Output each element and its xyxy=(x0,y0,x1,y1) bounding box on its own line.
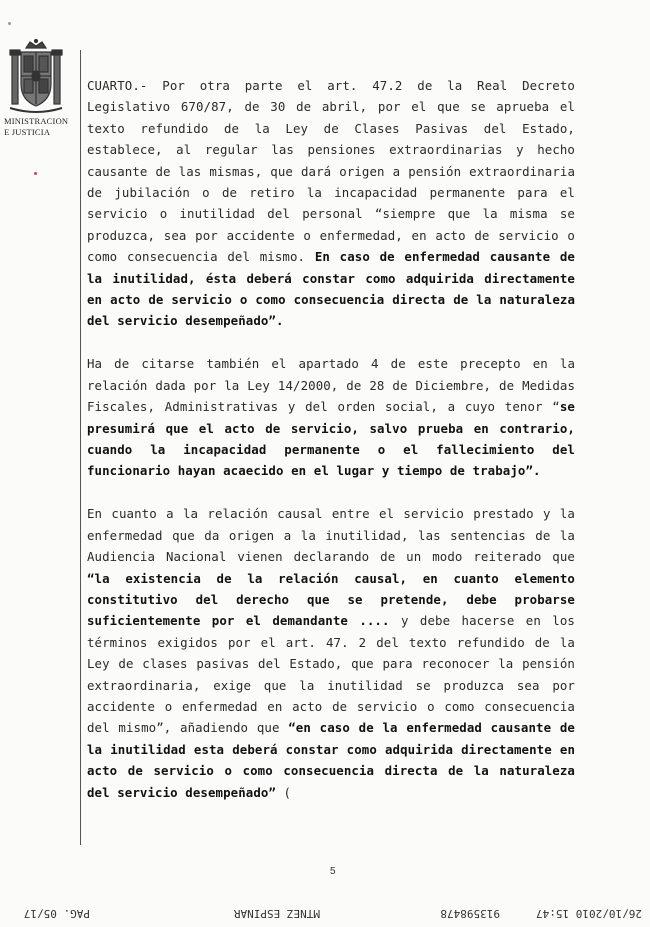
fax-sender: MTNEZ ESPINAR xyxy=(233,907,320,920)
fax-date: 26/10/2010 15:47 xyxy=(536,907,642,920)
margin-speck xyxy=(8,22,11,25)
paragraph-text: En cuanto a la relación causal entre el servicio prestado y la enfermedad que da origen a la inutilidad, las sentencias de la Audiencia Nacional vienen declarando de un modo reiterado que xyxy=(87,506,575,565)
fax-page: PAG. 05/17 xyxy=(23,907,90,920)
paragraph-text: CUARTO.- Por otra parte el art. 47.2 de la Real Decreto Legislativo 670/87, de 30 de abril, por el que se aprueba el texto refundido de la Ley de Clases Pasivas del Estado, establece, al regular las pensiones extraordinarias y hecho causante de las mismas, que dará origen a pensión extraordinaria de jubilación o de retiro la incapacidad permanente para el servicio o inutilidad del personal “siempre que la misma se produzca, sea por accidente o enfermedad, en acto de servicio o como consecuencia del mismo. xyxy=(87,78,575,265)
paragraph-text: y debe hacerse en los términos exigidos por el art. 47. 2 del texto refundido de la Ley de clases pasivas del Estado, que para reconocer la pensión extraordinaria, exige que la inutilidad se produzca sea por accidente o enfermedad en acto de servicio o como consecuencia del mismo”, añadiendo que xyxy=(87,613,575,736)
bold-quote: En caso de enfermedad causante de la inutilidad, ésta deberá constar como adquirida directamente en acto de servicio o como consecuencia directa de la naturaleza del servicio desempeñado”. xyxy=(87,249,575,329)
bold-quote: “en caso de la enfermedad causante de la inutilidad esta deberá constar como adquirida directamente en acto de servicio o como consecuencia directa de la naturaleza del servicio desempeñado” xyxy=(87,720,575,800)
ministry-label-line2: E JUSTICIA xyxy=(4,127,51,137)
coat-of-arms-emblem xyxy=(8,38,64,120)
paragraph-relacion-causal xyxy=(87,503,575,803)
paragraph-text: Ha de citarse también el apartado 4 de este precepto en la relación dada por la Ley 14/2000, de 28 de Diciembre, de Medidas Fiscales, Administrativas y del orden social, a cuyo tenor “ xyxy=(87,356,575,415)
bold-quote: “la existencia de la relación causal, en cuanto elemento constitutivo del derecho que se pretende, debe probarse suficientemente por el demandante .... xyxy=(87,570,575,629)
paragraph-text: ( xyxy=(276,784,292,800)
page-number: 5 xyxy=(330,866,336,877)
margin-rule xyxy=(80,50,81,845)
paragraph-cuarto xyxy=(87,75,575,332)
ministry-label xyxy=(4,116,78,138)
fax-header-line xyxy=(0,902,650,922)
document-body xyxy=(87,75,575,825)
fax-number: 913598478 xyxy=(440,907,500,920)
bold-quote: se presumirá que el acto de servicio, salvo prueba en contrario, cuando la incapacidad permanente o el fallecimiento del funcionario hayan acaecido en el lugar y tiempo de trabajo”. xyxy=(87,399,575,479)
ministry-label-line1: MINISTRACION xyxy=(4,116,69,126)
paragraph-apartado-4 xyxy=(87,353,575,481)
margin-speck xyxy=(34,172,37,175)
